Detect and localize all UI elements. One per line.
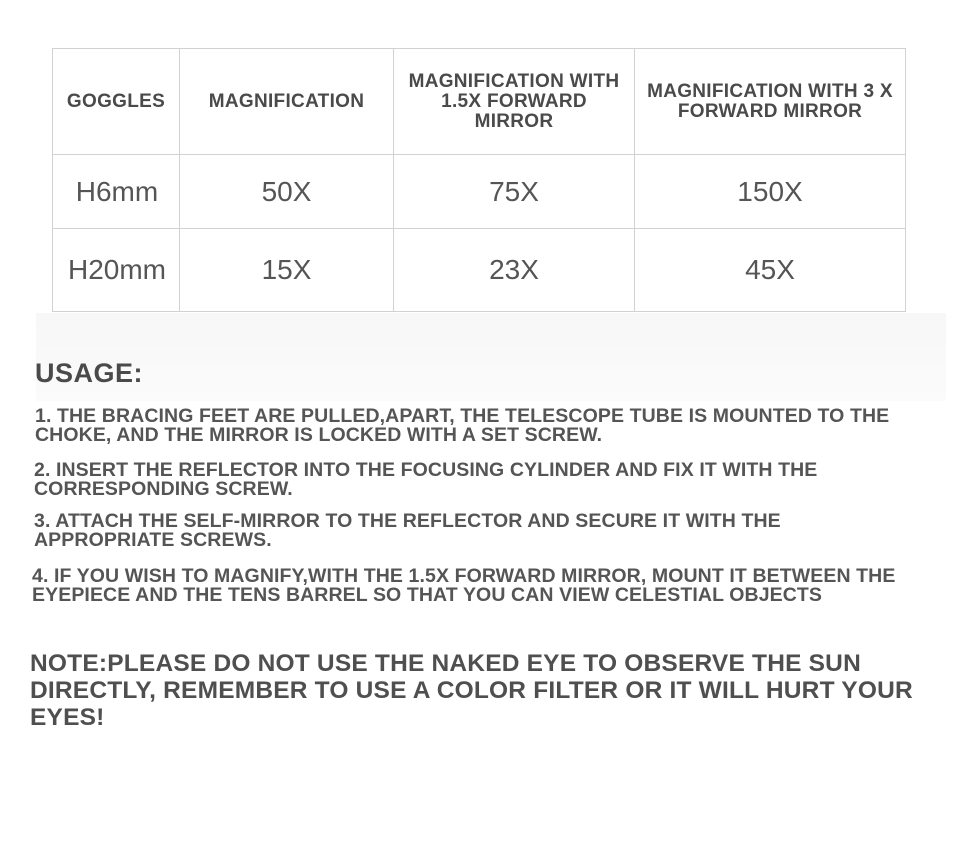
cell-magnification: 50X — [180, 155, 394, 229]
cell-magnification-1-5x: 75X — [394, 155, 635, 229]
header-goggles: GOGGLES — [53, 49, 180, 155]
cell-magnification: 15X — [180, 229, 394, 312]
table-row — [53, 229, 906, 312]
safety-note: NOTE:PLEASE DO NOT USE THE NAKED EYE TO OBSERVE THE SUN DIRECTLY, REMEMBER TO USE A COLOR FILTER OR IT WILL HURT YOUR EYES! — [30, 650, 913, 731]
table-header-row — [53, 49, 906, 155]
background-shade — [36, 313, 946, 401]
cell-magnification-3x: 150X — [635, 155, 906, 229]
usage-step-1: 1. THE BRACING FEET ARE PULLED,APART, THE TELESCOPE TUBE IS MOUNTED TO THE CHOKE, AND THE MIRROR IS LOCKED WITH A SET SCREW. — [35, 405, 890, 446]
cell-goggles: H20mm — [53, 229, 180, 312]
magnification-table — [52, 48, 906, 312]
usage-step-4: 4. IF YOU WISH TO MAGNIFY,WITH THE 1.5X FORWARD MIRROR, MOUNT IT BETWEEN THE EYEPIECE AND THE TENS BARREL SO THAT YOU CAN VIEW CELESTIAL OBJECTS — [32, 565, 896, 606]
header-magnification-3x-mirror: MAGNIFICATION WITH 3 X FORWARD MIRROR — [635, 49, 906, 155]
cell-magnification-3x: 45X — [635, 229, 906, 312]
header-magnification-1-5x-mirror: MAGNIFICATION WITH 1.5X FORWARD MIRROR — [394, 49, 635, 155]
usage-step-3: 3. ATTACH THE SELF-MIRROR TO THE REFLECTOR AND SECURE IT WITH THE APPROPRIATE SCREWS. — [34, 510, 781, 551]
cell-magnification-1-5x: 23X — [394, 229, 635, 312]
table-row — [53, 155, 906, 229]
usage-step-2: 2. INSERT THE REFLECTOR INTO THE FOCUSING CYLINDER AND FIX IT WITH THE CORRESPONDING SCREW. — [34, 459, 818, 500]
cell-goggles: H6mm — [53, 155, 180, 229]
header-magnification: MAGNIFICATION — [180, 49, 394, 155]
usage-heading: USAGE: — [35, 358, 144, 388]
